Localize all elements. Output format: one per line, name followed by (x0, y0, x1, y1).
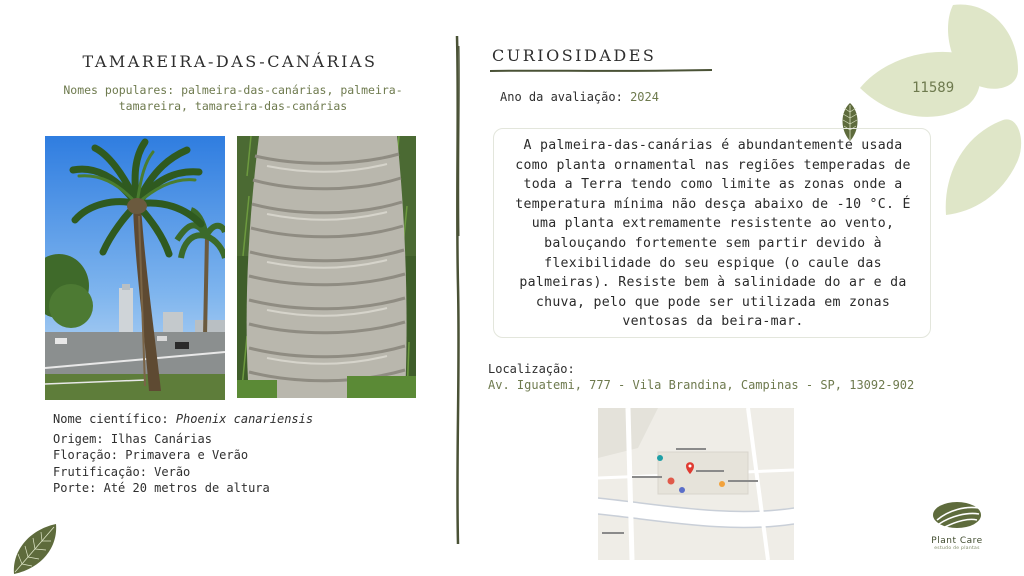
spec-label: Nome científico: (53, 412, 169, 426)
brand-logo (922, 500, 992, 551)
column-divider (452, 36, 464, 544)
location-label: Localização: (488, 362, 575, 376)
spec-flowering (53, 447, 433, 464)
popular-names-value: palmeira-das-canárias, palmeira-tamareira, tamareira-das-canárias (118, 83, 403, 113)
brand-name: Plant Care (931, 536, 983, 546)
description-text: A palmeira-das-canárias é abundantemente usada como planta ornamental nas regiões temperadas de toda a Terra tendo como limite as zonas onde a temperatura mínima não desça abaixo de -10 °C. É uma planta extremamente resistente ao vento, balouçando fortemente sem partir devido à flexibilidade do seu espique (o caule das palmeiras). Resiste bem à salinidade do ar e da chuva, pelo que pode ser utilizada em zonas ventosas da beira-mar. (515, 138, 911, 330)
year-label: Ano da avaliação: (500, 90, 623, 104)
popular-names (48, 82, 418, 114)
spec-size (53, 480, 433, 497)
map-marker-icon (719, 481, 725, 487)
location-address: Av. Iguatemi, 777 - Vila Brandina, Campinas - SP, 13092-902 (488, 378, 915, 392)
spec-value: Verão (154, 464, 191, 479)
spec-scientific-name (53, 411, 433, 428)
plant-code: 11589 (912, 80, 955, 96)
spec-label: Porte: (53, 481, 97, 495)
popular-names-label: Nomes populares: (63, 83, 175, 97)
section-underline (490, 68, 712, 74)
spec-label: Origem: (53, 431, 104, 446)
location-map[interactable] (598, 408, 794, 560)
spec-label: Frutificação: (53, 464, 147, 479)
evaluation-year (500, 90, 659, 104)
plant-specs (53, 411, 433, 497)
spec-fruiting (53, 464, 433, 481)
section-title: CURIOSIDADES (492, 46, 657, 65)
spec-value: Primavera e Verão (125, 448, 249, 462)
leaf-decoration-bottom-left (8, 522, 60, 576)
spec-value: Phoenix canariensis (175, 412, 314, 426)
map-marker-icon (679, 487, 685, 493)
spec-value: Até 20 metros de altura (103, 481, 270, 495)
spec-origin (53, 431, 433, 448)
map-marker-icon (668, 478, 675, 485)
palm-tree-photo (45, 136, 225, 400)
plant-title: TAMAREIRA-DAS-CANÁRIAS (82, 52, 378, 71)
plant-care-logo-icon (931, 500, 983, 530)
year-value: 2024 (630, 90, 659, 104)
brand-tagline: estudo de plantas (934, 546, 980, 551)
map-marker-icon (657, 455, 663, 461)
spec-label: Floração: (53, 448, 119, 462)
spec-value: Ilhas Canárias (110, 431, 212, 446)
palm-trunk-photo (237, 136, 416, 398)
